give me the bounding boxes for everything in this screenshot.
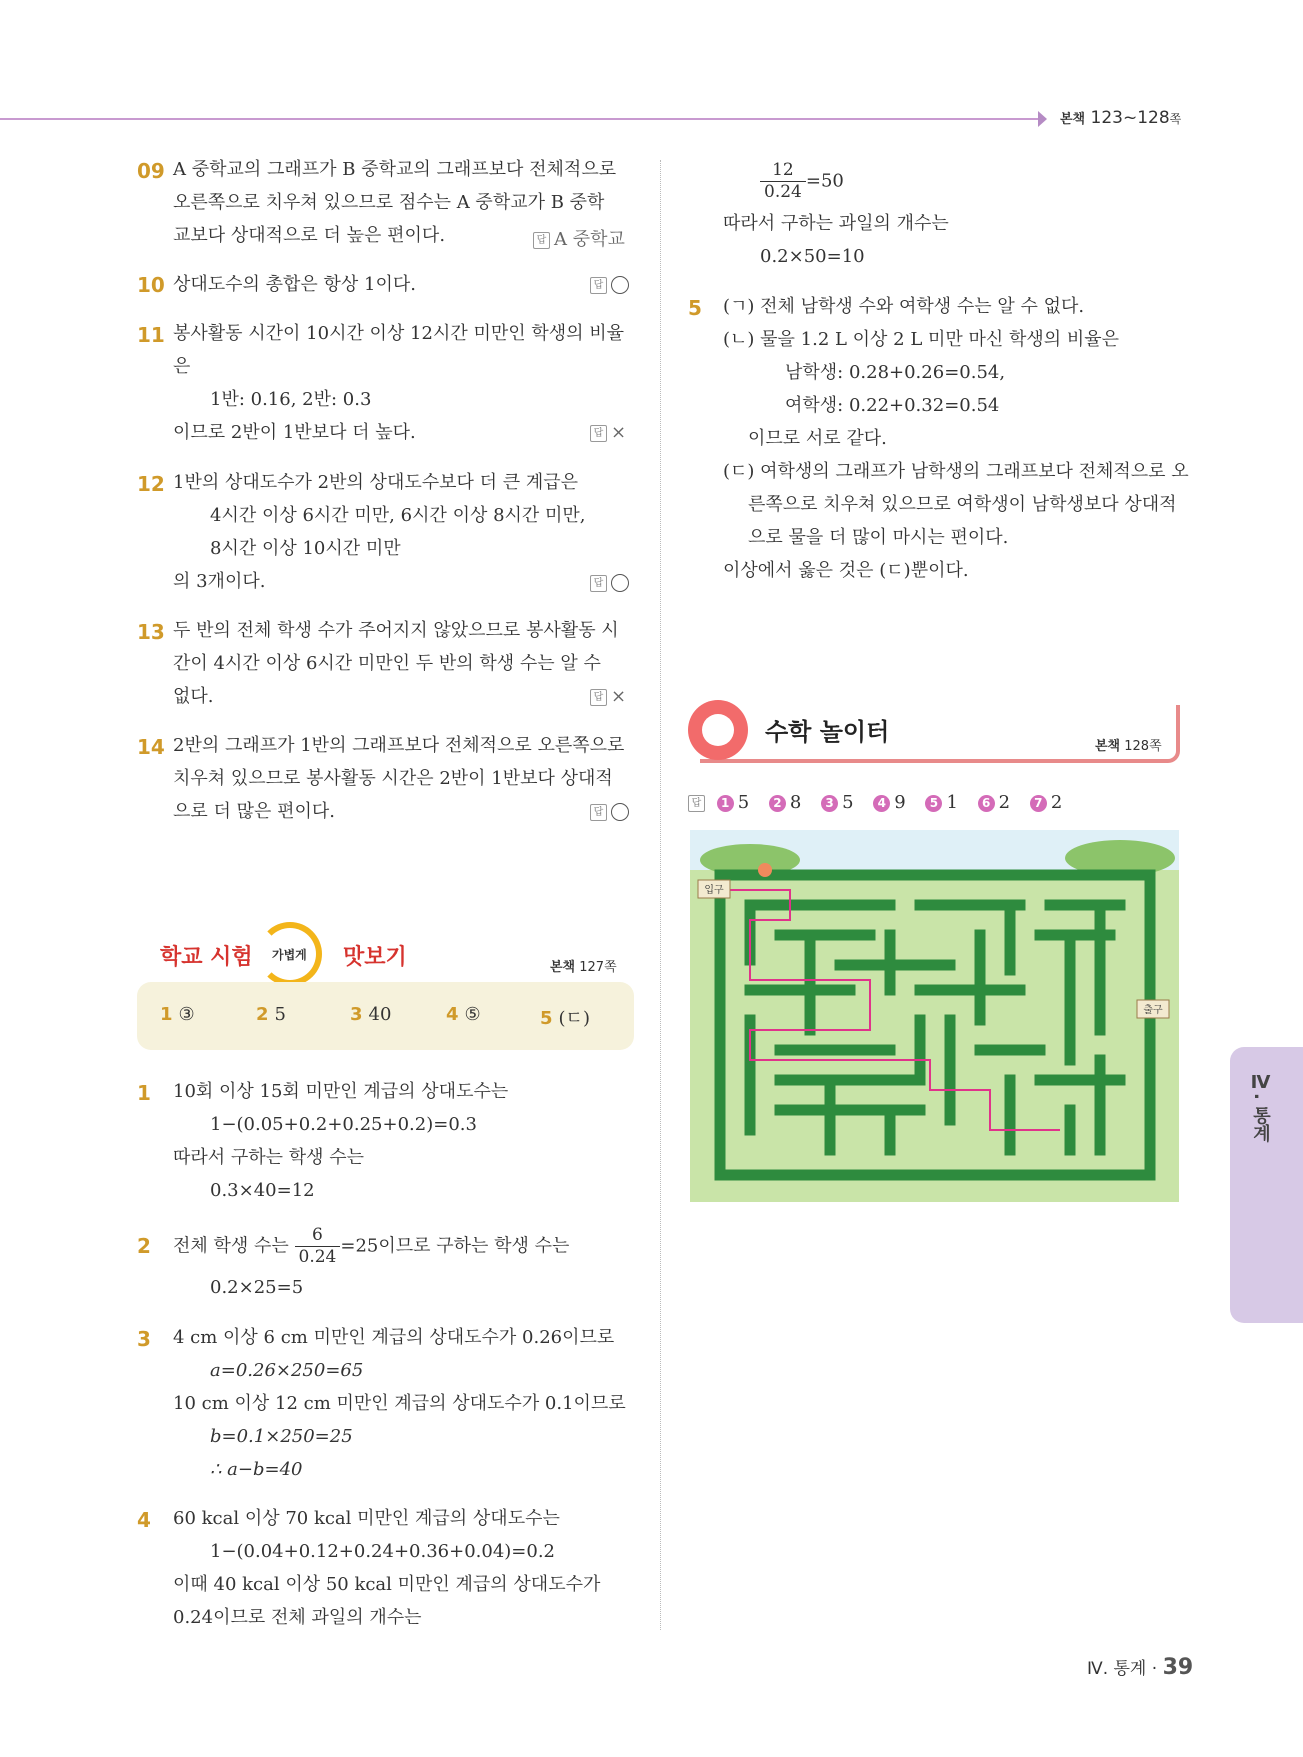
s3-number: 3: [137, 1327, 151, 1351]
s1-number: 1: [137, 1081, 151, 1105]
s5-line4: 여학생: 0.22+0.32=0.54: [785, 395, 1000, 416]
playground-ref-page: 128쪽: [1124, 739, 1162, 754]
q12-line2: 4시간 이상 6시간 미만, 6시간 이상 8시간 미만,: [210, 505, 586, 526]
s5-line1: (ㄱ) 전체 남학생 수와 여학생 수는 알 수 없다.: [723, 296, 1085, 317]
header-page-ref: [1060, 108, 1181, 128]
answer-tag-icon: 답: [590, 277, 607, 294]
answer-tag-icon: 답: [590, 804, 607, 821]
answer-tag-icon: 답: [533, 232, 550, 249]
exam-ref-page: 127쪽: [579, 960, 617, 975]
playground-ref-label: 본책: [1095, 739, 1121, 754]
page-footer: [1087, 1654, 1193, 1680]
maze-background: [690, 830, 1179, 1202]
q13-number: 13: [137, 620, 165, 644]
s5-line6: (ㄷ) 여학생의 그래프가 남학생의 그래프보다 전체적으로 오: [723, 461, 1189, 482]
q11-answer-text: ×: [611, 422, 627, 443]
circle-mark-icon: [611, 803, 629, 821]
exam-answer-num: 4: [446, 1004, 459, 1025]
exam-answer-value: ⑤: [464, 1004, 481, 1025]
exam-answer-value: (ㄷ): [558, 1008, 590, 1029]
q12-line4: 의 3개이다.: [173, 571, 266, 592]
q11-line4: 이므로 2반이 1반보다 더 높다.: [173, 422, 416, 443]
q14-line2: 치우쳐 있으므로 봉사활동 시간은 2반이 1반보다 상대적: [173, 768, 613, 789]
maze-end-label: 출구: [1143, 1005, 1163, 1016]
column-divider: [660, 160, 661, 1630]
q11-line2: 은: [173, 356, 191, 377]
playground-character-icon: [688, 700, 748, 760]
playground-answer-value: 2: [998, 792, 1011, 813]
q12-line3: 8시간 이상 10시간 미만: [210, 538, 401, 559]
s2-pre: 전체 학생 수는: [173, 1235, 289, 1257]
exam-ref-label: 본책: [550, 960, 576, 975]
q09-line1: A 중학교의 그래프가 B 중학교의 그래프보다 전체적으로: [173, 159, 617, 180]
exam-answer-4: [446, 1004, 481, 1025]
playground-answer-value: 1: [946, 792, 958, 813]
playground-page-ref: [1095, 735, 1162, 754]
s4-line4: 0.24이므로 전체 과일의 개수는: [173, 1607, 422, 1628]
q13-answer: [590, 686, 626, 707]
q10-answer: [590, 274, 629, 295]
exam-answer-3: [350, 1004, 391, 1025]
q13-line2: 간이 4시간 이상 6시간 미만인 두 반의 학생 수는 알 수: [173, 653, 601, 674]
s1-line4: 0.3×40=12: [210, 1180, 315, 1201]
playground-answer-num: 4: [873, 795, 890, 812]
q12-line1: 1반의 상대도수가 2반의 상대도수보다 더 큰 계급은: [173, 472, 578, 493]
q12-number: 12: [137, 472, 165, 496]
playground-answer-num: 2: [769, 795, 786, 812]
exam-answer-num: 5: [540, 1008, 553, 1029]
answer-tag-icon: 답: [590, 425, 607, 442]
s2-post: =25이므로 구하는 학생 수는: [340, 1235, 570, 1257]
exam-answer-num: 2: [256, 1004, 269, 1025]
playground-answer-value: 2: [1050, 792, 1063, 813]
answer-tag-icon: 답: [590, 689, 607, 706]
q12-answer: [590, 572, 629, 593]
s3-line4: b=0.1×250=25: [210, 1426, 353, 1447]
playground-title: 수학 놀이터: [765, 718, 890, 746]
q14-line3: 으로 더 많은 편이다.: [173, 801, 335, 822]
q09-number: 09: [137, 159, 165, 183]
playground-answer-num: 5: [925, 795, 942, 812]
circle-mark-icon: [611, 574, 629, 592]
s2-line1: [173, 1225, 569, 1268]
s5-line5: 이므로 서로 같다.: [748, 428, 887, 449]
s3-line3: 10 cm 이상 12 cm 미만인 계급의 상대도수가 0.1이므로: [173, 1393, 626, 1414]
s5-line9: 이상에서 옳은 것은 (ㄷ)뿐이다.: [723, 560, 969, 581]
answer-tag-icon: 답: [688, 795, 705, 812]
s3-line5: ∴ a−b=40: [210, 1459, 303, 1480]
s2-number: 2: [137, 1234, 151, 1258]
s1-line3: 따라서 구하는 학생 수는: [173, 1147, 365, 1168]
exam-page-ref: [550, 956, 617, 975]
header-arrow-icon: [1038, 111, 1047, 127]
exam-answer-value: 5: [274, 1004, 286, 1025]
exam-answer-value: 40: [368, 1004, 392, 1025]
q13-answer-text: ×: [611, 686, 627, 707]
q11-answer: [590, 422, 626, 443]
cont-fraction-line: [760, 160, 844, 203]
exam-title-1: 학교 시험: [160, 945, 253, 970]
q11-number: 11: [137, 323, 165, 347]
cont-line2: 0.2×50=10: [760, 246, 865, 267]
q11-line1: 봉사활동 시간이 10시간 이상 12시간 미만인 학생의 비율: [173, 323, 625, 344]
page-number: 39: [1162, 1655, 1194, 1680]
exam-answer-num: 3: [350, 1004, 363, 1025]
exam-answer-1: [160, 1004, 195, 1025]
q14-line1: 2반의 그래프가 1반의 그래프보다 전체적으로 오른쪽으로: [173, 735, 625, 756]
playground-answer-num: 6: [978, 795, 995, 812]
q13-line3: 없다.: [173, 686, 214, 707]
playground-answer-value: 9: [894, 792, 906, 813]
header-rule: [0, 118, 1040, 120]
s5-line7: 른쪽으로 치우쳐 있으므로 여학생이 남학생보다 상대적: [748, 494, 1177, 515]
cont-frac-num: 12: [760, 160, 806, 182]
s2-fraction: [295, 1225, 341, 1268]
header-ref-unit: 쪽: [1169, 112, 1182, 126]
exam-answer-5: [540, 1004, 590, 1030]
q14-number: 14: [137, 735, 165, 759]
s5-line8: 으로 물을 더 많이 마시는 편이다.: [748, 527, 1009, 548]
maze-start-label: 입구: [704, 885, 724, 896]
s2-line2: 0.2×25=5: [210, 1277, 304, 1298]
answer-tag-icon: 답: [590, 575, 607, 592]
cont-fraction: [760, 160, 806, 203]
cont-line1: 따라서 구하는 과일의 개수는: [723, 213, 949, 234]
playground-answers: [688, 792, 1062, 813]
q10-line1: 상대도수의 총합은 항상 1이다.: [173, 274, 416, 295]
q10-number: 10: [137, 273, 165, 297]
playground-answer-num: 1: [717, 795, 734, 812]
q09-answer: [533, 225, 625, 251]
footer-separator: ·: [1151, 1659, 1158, 1679]
playground-answer-value: 8: [789, 792, 802, 813]
s3-line2: a=0.26×250=65: [210, 1360, 364, 1381]
exam-answer-value: ③: [178, 1004, 195, 1025]
circle-mark-icon: [611, 276, 629, 294]
cont-frac-post: =50: [805, 170, 844, 192]
header-ref-label: 본책: [1060, 112, 1086, 127]
playground-answer-num: 3: [821, 795, 838, 812]
playground-answer-value: 5: [737, 792, 750, 813]
maze-illustration: [690, 830, 1179, 1202]
q11-line3: 1반: 0.16, 2반: 0.3: [210, 389, 372, 410]
s4-line1: 60 kcal 이상 70 kcal 미만인 계급의 상대도수는: [173, 1508, 560, 1529]
s2-frac-num: 6: [295, 1225, 341, 1247]
q09-line3: 교보다 상대적으로 더 높은 편이다.: [173, 225, 446, 246]
exam-answer-2: [256, 1004, 286, 1025]
q09-answer-text: A 중학교: [554, 229, 625, 250]
s1-line1: 10회 이상 15회 미만인 계급의 상대도수는: [173, 1081, 509, 1102]
footer-section: Ⅳ. 통계: [1087, 1659, 1147, 1679]
q13-line1: 두 반의 전체 학생 수가 주어지지 않았으므로 봉사활동 시: [173, 620, 619, 641]
exam-answer-num: 1: [160, 1004, 173, 1025]
s1-line2: 1−(0.05+0.2+0.25+0.2)=0.3: [210, 1114, 477, 1135]
s5-line3: 남학생: 0.28+0.26=0.54,: [785, 362, 1006, 383]
s3-line1: 4 cm 이상 6 cm 미만인 계급의 상대도수가 0.26이므로: [173, 1327, 615, 1348]
s4-line3: 이때 40 kcal 이상 50 kcal 미만인 계급의 상대도수가: [173, 1574, 601, 1595]
s5-number: 5: [688, 296, 702, 320]
s4-number: 4: [137, 1508, 151, 1532]
header-ref-pages: 123~128: [1090, 108, 1170, 128]
q09-line2: 오른쪽으로 치우쳐 있으므로 점수는 A 중학교가 B 중학: [173, 192, 605, 213]
playground-answer-num: 7: [1030, 795, 1047, 812]
s5-line2: (ㄴ) 물을 1.2 L 이상 2 L 미만 마신 학생의 비율은: [723, 329, 1120, 350]
maze-girl-icon: [758, 863, 772, 877]
s2-frac-den: 0.24: [298, 1247, 337, 1267]
chapter-side-tab-label: Ⅳ. 통계: [1250, 1072, 1271, 1143]
q14-answer: [590, 801, 629, 822]
s4-line2: 1−(0.04+0.12+0.24+0.36+0.04)=0.2: [210, 1541, 556, 1562]
playground-answer-value: 5: [842, 792, 854, 813]
exam-title-2: 맛보기: [343, 945, 407, 970]
cont-frac-den: 0.24: [764, 182, 802, 202]
exam-title-light: 가볍게: [272, 948, 307, 962]
